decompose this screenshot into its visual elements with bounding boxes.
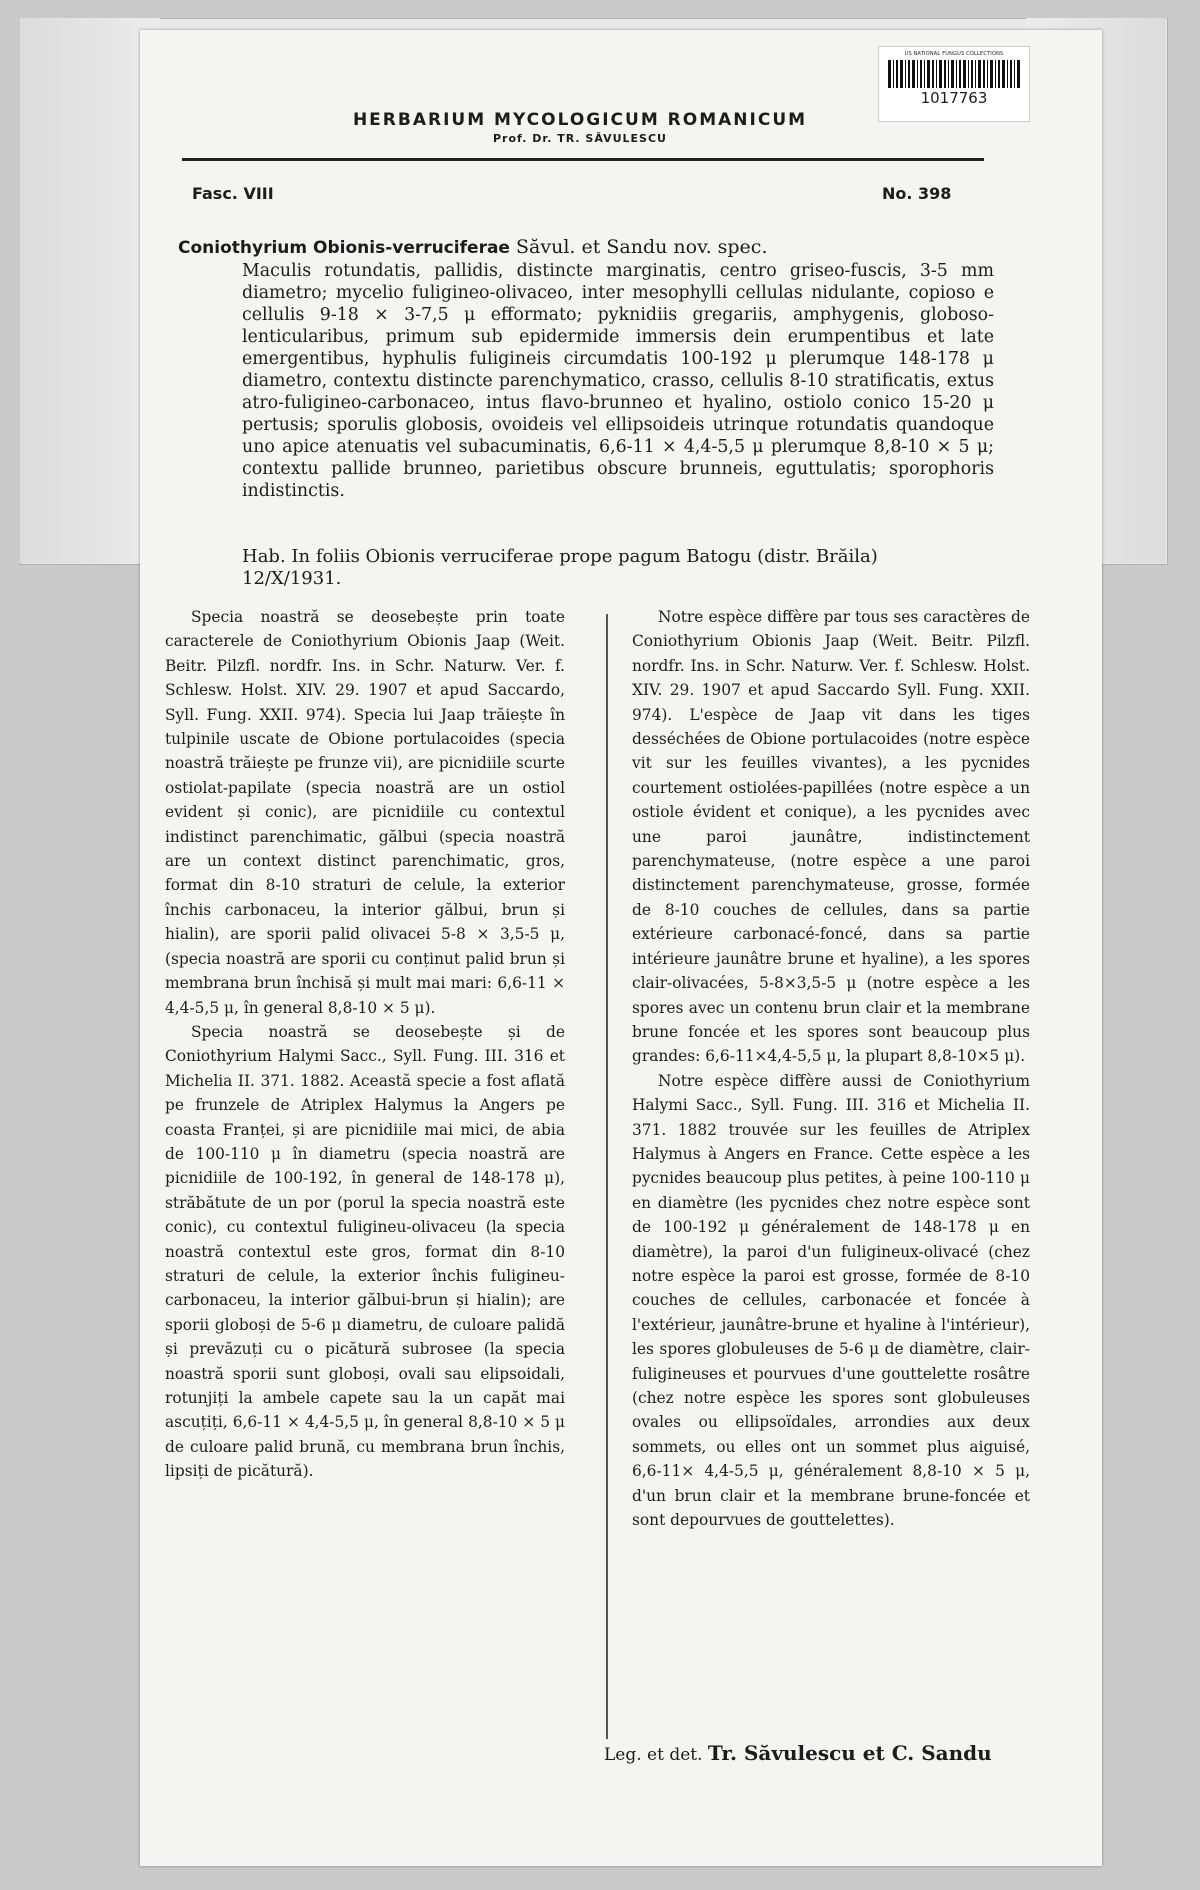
species-authors: Săvul. et Sandu nov. spec. <box>516 236 768 258</box>
french-paragraph-1: Notre espèce diffère par tous ses caractères de Coniothyrium Obionis Jaap (Weit. Beitr. Pilzfl. nordfr. Ins. in Schr. Naturw. Ver. f. Schlesw. Holst. XIV. 29. 1907 et apud Saccardo Syll. Fung. XXII. 974). L'espèce de Jaap vit dans les tiges desséchées de Obione portulacoides (notre espèce vit sur les feuilles vivantes), a les pycnides courtement ostiolées-papillées (notre espèce a un ostiole évident et conique), a les pycnides avec une paroi jaunâtre, indistinctement parenchymateuse, (notre espèce a une paroi distinctement parenchymateuse, grosse, formée de 8-10 couches de cellules, dans sa partie extérieure carbonacé-foncé, dans sa partie intérieure jaunâtre brune et hyaline), a les spores clair-olivacées, 5-8×3,5-5 μ (notre espèce a les spores avec un contenu brun clair et la membrane brune foncée et les spores sont beaucoup plus grandes: 6,6-11×4,4-5,5 μ, la plupart 8,8-10×5 μ). <box>632 608 1030 1066</box>
collector-names: Tr. Săvulescu et C. Sandu <box>707 1741 992 1765</box>
header-rule <box>182 158 984 161</box>
column-divider <box>606 614 608 1739</box>
habitat <box>242 546 994 590</box>
latin-description: Maculis rotundatis, pallidis, distincte marginatis, centro griseo-fuscis, 3-5 mm diametro; mycelio fuligineo-olivaceo, inter mesophylli cellulas nidulante, copioso e cellulis 9-18 × 3-7,5 μ efformato; pyknidiis gregariis, amphygenis, globoso-lenticularibus, primum sub epidermide immersis dein erumpentibus et late emergentibus, hyphulis fuligineis circumdatis 100-192 μ plerumque 148-178 μ diametro, contextu distincte parenchymatico, crasso, cellulis 8-10 stratificatis, extus atro-fuligineo-carbonaceo, intus flavo-brunneo et hyalino, ostiolo conico 15-20 μ pertusis; sporulis globosis, ovoideis vel ellipsoideis utrinque rotundatis quandoque uno apice atenuatis vel subacuminatis, 6,6-11 × 4,4-5,5 μ plerumque 8,8-10 × 5 μ; contextu pallide brunneo, parietibus obscure brunneis, eguttulatis; sporophoris indistinctis. <box>242 261 994 501</box>
species-name: Coniothyrium Obionis-verruciferae <box>178 238 510 258</box>
barcode-label <box>878 46 1030 122</box>
collection-date: 12/X/1931. <box>242 568 342 589</box>
herbarium-title: HERBARIUM MYCOLOGICUM ROMANICUM <box>352 110 808 130</box>
specimen-number: No. 398 <box>882 184 952 203</box>
barcode-icon <box>888 60 1020 88</box>
collector-line <box>604 1741 992 1765</box>
romanian-paragraph-1: Specia noastră se deosebește prin toate caracterele de Coniothyrium Obionis Jaap (Weit. Beitr. Pilzfl. nordfr. Ins. in Schr. Naturw. Ver. f. Schlesw. Holst. XIV. 29. 1907 et apud Saccardo, Syll. Fung. XXII. 974). Specia lui Jaap trăiește în tulpinile uscate de Obione portulacoides (specia noastră trăiește pe frunze vii), are picnidiile scurte ostiolat-papilate (specia noastră are un ostiol evident și conic), are picnidiile cu contextul indistinct parenchimatic, gălbui (specia noastră are un context distinct parenchimatic, gros, format din 8-10 straturi de celule, la exterior închis carbonaceu, la interior gălbui, brun și hialin), are sporii palid olivacei 5-8 × 3,5-5 μ, (specia noastră are sporii cu conținut palid brun și membrana brun închisă și mult mai mari: 6,6-11 × 4,4-5,5 μ, în general 8,8-10 × 5 μ). <box>165 608 565 1017</box>
collector-prefix: Leg. et det. <box>604 1745 703 1765</box>
french-paragraph-2: Notre espèce diffère aussi de Coniothyrium Halymi Sacc., Syll. Fung. III. 316 et Michelia II. 371. 1882 trouvée sur les feuilles de Atriplex Halymus à Angers en France. Cette espèce a les pycnides beaucoup plus petites, à peine 100-110 μ en diamètre (les pycnides chez notre espèce sont de 100-192 μ généralement de 148-178 μ en diamètre), la paroi d'un fuligineux-olivacé (chez notre espèce la paroi est grosse, formée de 8-10 couches de cellules, carbonacée et foncée à l'extérieur, jaunâtre-brune et hyaline à l'intérieur), les spores globuleuses de 5-6 μ de diamètre, clair-fuligineuses et pourvues d'une gouttelette rosâtre (chez notre espèce les spores sont globuleuses ovales ou ellipsoïdales, arrondies aux deux sommets, ou elles ont un sommet plus aiguisé, 6,6-11× 4,4-5,5 μ, généralement 8,8-10 × 5 μ, d'un brun clair et la membrane brune-foncée et sont depourvues de gouttelettes). <box>632 1071 1030 1530</box>
romanian-column <box>165 605 565 1484</box>
species-line <box>178 236 767 258</box>
herbarium-subtitle: Prof. Dr. TR. SĂVULESCU <box>492 132 667 145</box>
habitat-text: Hab. In foliis Obionis verruciferae prope pagum Batogu (distr. Brăila) <box>242 546 878 567</box>
romanian-paragraph-2: Specia noastră se deosebește și de Coniothyrium Halymi Sacc., Syll. Fung. III. 316 et Michelia II. 371. 1882. Această specie a fost aflată pe frunzele de Atriplex Halymus la Angers pe coasta Franței, și are picnidiile mai mici, de abia de 100-110 μ în diametru (specia noastră are picnidiile de 100-192, în general de 148-178 μ), străbătute de un por (porul la specia noastră este conic), cu contextul fuligineu-olivaceu (la specia noastră contextul este gros, format din 8-10 straturi de celule, la exterior închis fuligineu-carbonaceu, la interior gălbui-brun și hialin); are sporii globoși de 5-6 μ diametru, de culoare palidă și prevăzuți cu o picătură subrosee (la specia noastră sporii sunt globoși, ovali sau elipsoidali, rotunjiți la ambele capete sau la un capăt mai ascuțiți, 6,6-11 × 4,4-5,5 μ, în general 8,8-10 × 5 μ de culoare palid brună, cu membrana brun închis, lipsiți de picătură). <box>165 1022 565 1481</box>
fascicle-number: Fasc. VIII <box>192 184 274 203</box>
barcode-number: 1017763 <box>920 89 988 107</box>
french-column <box>632 605 1030 1532</box>
barcode-org: US NATIONAL FUNGUS COLLECTIONS <box>904 51 1004 57</box>
folder-flap-left <box>20 18 160 563</box>
